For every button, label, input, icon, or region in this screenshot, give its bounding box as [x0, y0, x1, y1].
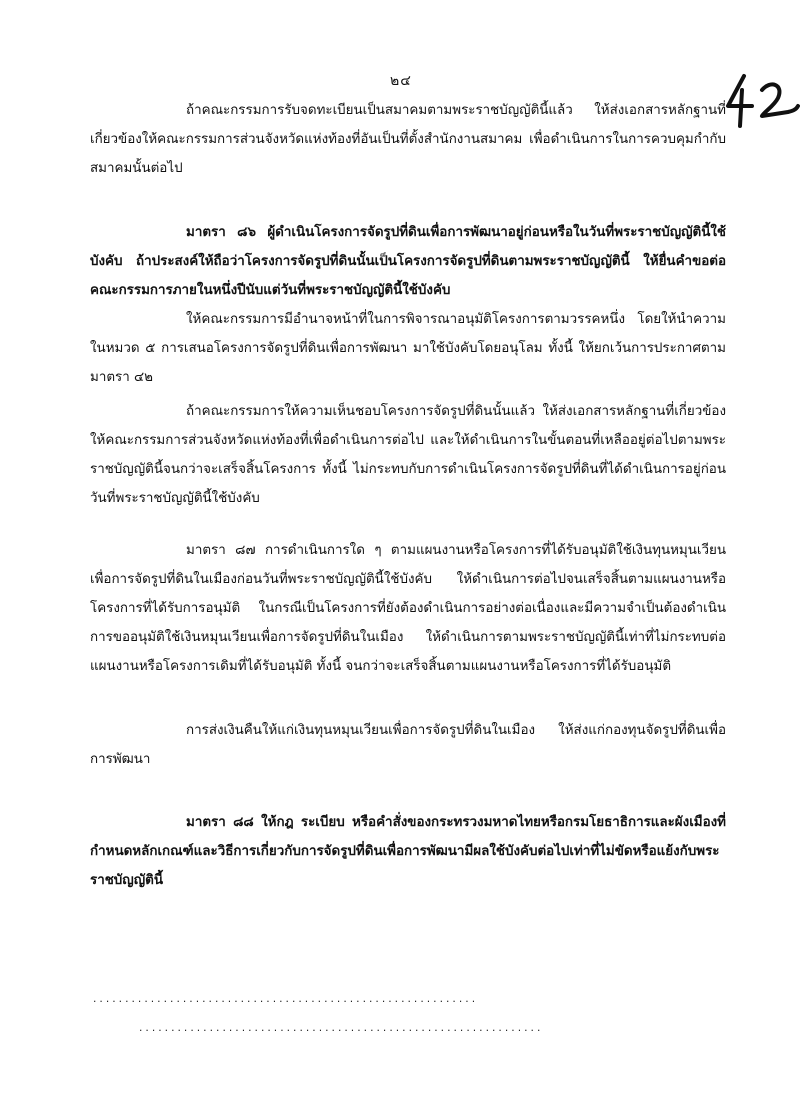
paragraph-text: ให้คณะกรรมการมีอำนาจหน้าที่ในการพิจารณาอนุมัติโครงการตามวรรคหนึ่ง โดยให้นำความในหมวด ๕ การเสนอโครงการจัดรูปที่ดินเพื่อการพัฒนา มาใช้บังคับโดยอนุโลม ทั้งนี้ ให้ยกเว้นการประกาศตามมาตรา ๔๒: [90, 312, 726, 385]
signature-line-2: ...............................................................: [138, 1024, 543, 1034]
paragraph-section-87: [90, 536, 726, 681]
paragraph-text: ถ้าคณะกรรมการรับจดทะเบียนเป็นสมาคมตามพระราชบัญญัตินี้แล้ว ให้ส่งเอกสารหลักฐานที่เกี่ยวข้องให้คณะกรรมการส่วนจังหวัดแห่งท้องที่อันเป็นที่ตั้งสำนักงานสมาคม เพื่อดำเนินการในการควบคุมกำกับสมาคมนั้นต่อไป: [90, 103, 726, 176]
paragraph-text: มาตรา ๘๗ การดำเนินการใด ๆ ตามแผนงานหรือโครงการที่ได้รับอนุมัติใช้เงินทุนหมุนเวียนเพื่อการจัดรูปที่ดินในเมืองก่อนวันที่พระราชบัญญัตินี้ใช้บังคับ ให้ดำเนินการต่อไปจนเสร็จสิ้นตามแผนงานหรือโครงการที่ได้รับการอนุมัติ ในกรณีเป็นโครงการที่ยังต้องดำเนินการอย่างต่อเนื่องและมีความจำเป็นต้องดำเนินการขออนุมัติใช้เงินหมุนเวียนเพื่อการจัดรูปที่ดินในเมือง ให้ดำเนินการตามพระราชบัญญัตินี้เท่าที่ไม่กระทบต่อแผนงานหรือโครงการเดิมที่ได้รับอนุมัติ ทั้งนี้ จนกว่าจะเสร็จสิ้นตามแผนงานหรือโครงการที่ได้รับอนุมัติ: [90, 543, 726, 674]
paragraph-text: มาตรา ๘๘ ให้กฎ ระเบียบ หรือคำสั่งของกระทรวงมหาดไทยหรือกรมโยธาธิการและผังเมืองที่กำหนดหลักเกณฑ์และวิธีการเกี่ยวกับการจัดรูปที่ดินเพื่อการพัฒนามีผลใช้บังคับต่อไปเท่าที่ไม่ขัดหรือแย้งกับพระราชบัญญัตินี้: [90, 814, 726, 888]
paragraph-text: ถ้าคณะกรรมการให้ความเห็นชอบโครงการจัดรูปที่ดินนั้นแล้ว ให้ส่งเอกสารหลักฐานที่เกี่ยวข้องให้คณะกรรมการส่วนจังหวัดแห่งท้องที่เพื่อดำเนินการต่อไป และให้ดำเนินการในขั้นตอนที่เหลืออยู่ต่อไปตามพระราชบัญญัตินี้จนกว่าจะเสร็จสิ้นโครงการ ทั้งนี้ ไม่กระทบกับการดำเนินโครงการจัดรูปที่ดินที่ได้ดำเนินการอยู่ก่อนวันที่พระราชบัญญัตินี้ใช้บังคับ: [90, 404, 726, 506]
paragraph-fund-return: [90, 716, 726, 774]
paragraph-association-registration: [90, 96, 726, 183]
paragraph-committee-authority: [90, 305, 726, 392]
paragraph-text: มาตรา ๘๖ ผู้ดำเนินโครงการจัดรูปที่ดินเพื่อการพัฒนาอยู่ก่อนหรือในวันที่พระราชบัญญัตินี้ใช้บังคับ ถ้าประสงค์ให้ถือว่าโครงการจัดรูปที่ดินนั้นเป็นโครงการจัดรูปที่ดินตามพระราชบัญญัตินี้ ให้ยื่นคำขอต่อคณะกรรมการภายในหนึ่งปีนับแต่วันที่พระราชบัญญัตินี้ใช้บังคับ: [90, 224, 726, 298]
handwritten-page-number: [722, 72, 800, 132]
paragraph-text: การส่งเงินคืนให้แก่เงินทุนหมุนเวียนเพื่อการจัดรูปที่ดินในเมือง ให้ส่งแก่กองทุนจัดรูปที่ดินเพื่อการพัฒนา: [90, 723, 726, 767]
signature-line-1: ............................................................: [92, 995, 478, 1005]
paragraph-section-88: [90, 808, 726, 895]
paragraph-committee-approval: [90, 397, 726, 513]
page-number: ๒๔: [390, 73, 412, 89]
paragraph-section-86: [90, 218, 726, 305]
